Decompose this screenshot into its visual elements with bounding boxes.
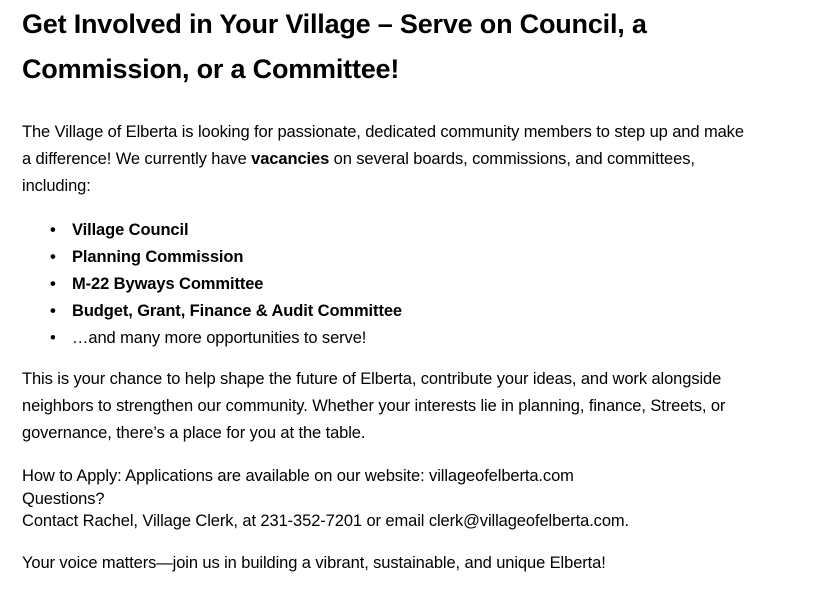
list-item-label: M-22 Byways Committee [72, 275, 264, 293]
paragraph-line: The Village of Elberta is looking for passionate, dedicated community members to step up and make [22, 123, 744, 141]
bullet-icon: • [50, 329, 56, 347]
contact-block [22, 465, 795, 533]
paragraph-line: including: [22, 177, 91, 195]
list-item-label: Planning Commission [72, 248, 244, 266]
list-item [50, 298, 795, 325]
contact-line-questions: Questions? [22, 489, 105, 508]
paragraph-line: This is your chance to help shape the future of Elberta, contribute your ideas, and work alongside [22, 370, 722, 388]
list-item-label: …and many more opportunities to serve! [72, 329, 367, 347]
bullet-icon: • [50, 221, 56, 239]
title-line-2: Commission, or a Committee! [22, 54, 400, 84]
bullet-icon: • [50, 275, 56, 293]
intro-paragraph [22, 119, 795, 200]
bullet-icon: • [50, 302, 56, 320]
contact-line-clerk: Contact Rachel, Village Clerk, at 231-352-7201 or email clerk@villageofelberta.com. [22, 512, 630, 530]
body-paragraph [22, 366, 795, 447]
list-item-label: Budget, Grant, Finance & Audit Committee [72, 302, 402, 320]
list-item [50, 271, 795, 298]
list-item [50, 325, 795, 352]
list-item [50, 217, 795, 244]
title-line-1: Get Involved in Your Village – Serve on Council, a [22, 9, 647, 39]
contact-line-how-to-apply: How to Apply: Applications are available on our website: villageofelberta.com [22, 467, 574, 485]
intro-line2-after: on several boards, commissions, and committees, [329, 150, 695, 168]
closing-paragraph: Your voice matters—join us in building a vibrant, sustainable, and unique Elberta! [22, 553, 606, 572]
vacancies-bold-text: vacancies [251, 150, 330, 168]
vacancy-list [22, 217, 795, 352]
paragraph-line [22, 146, 795, 173]
page-title [22, 2, 795, 92]
list-item [50, 244, 795, 271]
paragraph-line: governance, there’s a place for you at the table. [22, 424, 366, 442]
bullet-icon: • [50, 248, 56, 266]
intro-line2-before: a difference! We currently have [22, 150, 252, 168]
paragraph-line: neighbors to strengthen our community. Whether your interests lie in planning, finance, Streets, or [22, 397, 726, 415]
list-item-label: Village Council [72, 221, 189, 239]
